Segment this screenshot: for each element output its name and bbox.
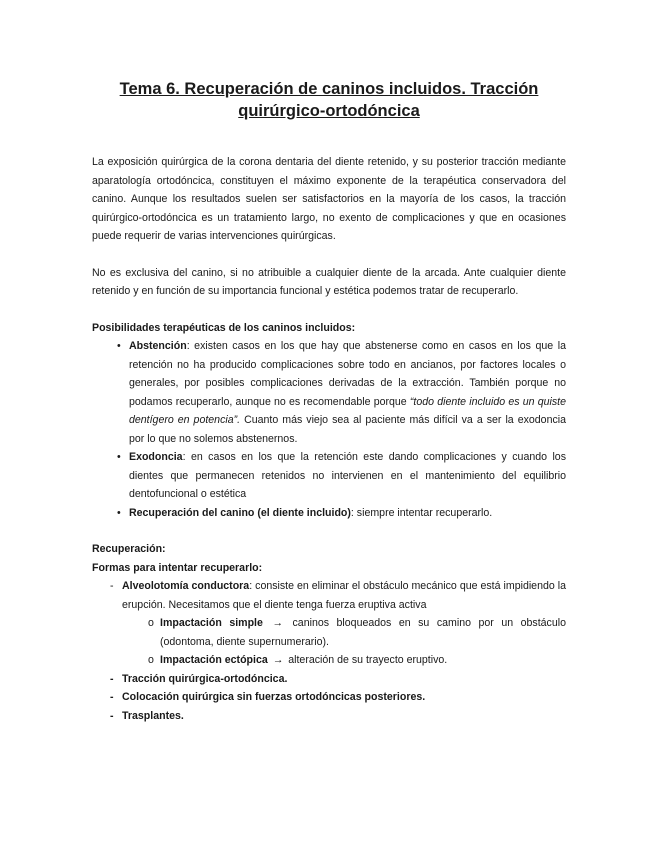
term-exodoncia: Exodoncia: [129, 451, 183, 463]
formas-subheading: Formas para intentar recuperarlo:: [92, 561, 263, 574]
list-item-trasplantes: - Trasplantes.: [122, 707, 566, 726]
recuperacion-heading: Recuperación:: [92, 543, 166, 555]
intro-paragraph-1: La exposición quirúrgica de la corona dentaria del diente retenido, y su posterior tracción mediante aparatología ortodóncica, constituyen el máximo exponente de la terapéutica conservadora del canino. Aunque los resultados suelen ser satisfactorios en la mayoría de los casos, la tracción quirúrgico-ortodóncica es un tratamiento largo, no exento de complicaciones y que en ocasiones puede requerir de varias intervenciones quirúrgicas.: [92, 156, 566, 242]
document-page: [92, 78, 566, 725]
document-title: Tema 6. Recuperación de caninos incluidos. Tracción quirúrgico-ortodóncica: [119, 80, 539, 120]
alveolotomia-text: : consiste en eliminar el obstáculo mecánico que está impidiendo la erupción. Necesitamos que el diente tenga fuerza eruptiva activa: [122, 580, 566, 611]
list-item-abstencion: [129, 337, 566, 448]
recuperacion-text: : siempre intentar recuperarlo.: [350, 506, 493, 519]
impactacion-ectopica-text: alteración de su trayecto eruptivo.: [285, 654, 448, 666]
list-item-impactacion-ectopica: [160, 651, 566, 670]
list-item-alveolotomia: [122, 577, 566, 670]
term-impactacion-simple: Impactación simple: [160, 617, 263, 629]
right-arrow-icon: →: [272, 617, 283, 629]
list-item-recuperacion: [129, 504, 566, 523]
term-impactacion-ectopica: Impactación ectópica: [160, 654, 268, 666]
abstencion-text: : existen casos en los que hay que abstenerse como en casos en los que la retención no ha producido complicaciones sobre todo en ancianos, por factores locales o generales, por posibles complicaciones derivadas de la extracción. También porque no podamos recuperarlo, aunque no es recomendable porque: [129, 340, 566, 408]
intro-paragraph-2: No es exclusiva del canino, si no atribuible a cualquier diente de la arcada. Ante cualquier diente retenido y en función de su importancia funcional y estética podemos tratar de recuperarlo.: [92, 266, 566, 297]
abstencion-text-after: Cuanto más viejo sea al paciente más difícil va a ser la exodoncia por lo que no solemos abstenernos.: [129, 414, 566, 445]
term-abstencion: Abstención: [129, 340, 187, 352]
list-item-colocacion: - Colocación quirúrgica sin fuerzas ortodóncicas posteriores.: [122, 688, 566, 707]
impactacion-simple-text: caninos bloqueados en su camino por un obstáculo (odontoma, diente supernumerario).: [160, 617, 566, 648]
exodoncia-text: : en casos en los que la retención este dando complicaciones y cuando los dientes que permanecen retenidos no intervienen en el mantenimiento del equilibrio dentofuncional o estética: [129, 451, 566, 500]
term-recuperacion: Recuperación del canino (el diente incluido): [129, 506, 351, 519]
term-alveolotomia: Alveolotomía conductora: [122, 580, 250, 592]
list-item-exodoncia: [129, 448, 566, 504]
formas-list: [92, 577, 566, 725]
abstencion-quote: “todo diente incluido es un quiste dentígero en potencia”.: [129, 395, 566, 426]
list-item-impactacion-simple: [160, 614, 566, 651]
impactacion-list: [122, 614, 566, 670]
posibilidades-list: [92, 337, 566, 522]
posibilidades-heading: Posibilidades terapéuticas de los caninos incluidos:: [92, 321, 356, 334]
right-arrow-icon: →: [272, 654, 284, 666]
list-item-traccion: - Tracción quirúrgica-ortodóncica.: [122, 670, 566, 689]
